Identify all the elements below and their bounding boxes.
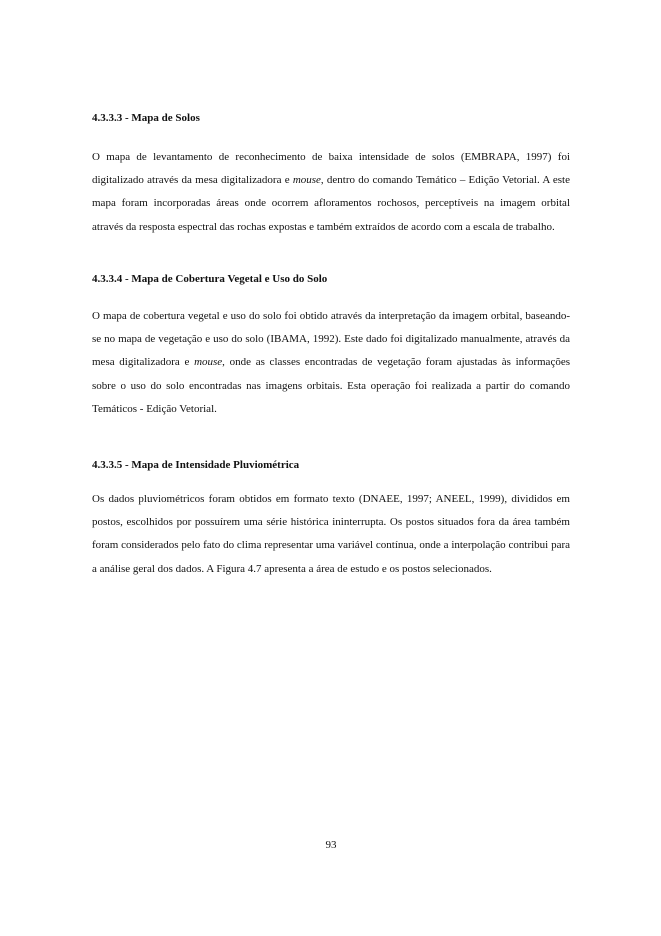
section-heading-solos: 4.3.3.3 - Mapa de Solos	[92, 112, 200, 124]
paragraph-italic-term: mouse	[194, 356, 223, 369]
paragraph-text: O mapa de cobertura vegetal e uso do solo foi obtido através da interpretação da imagem orbital, baseando-se no mapa de vegetação e uso do solo (IBAMA, 1992). Este dado foi digitalizado manualmente, através da mesa digitalizadora e	[92, 310, 570, 369]
paragraph-text: , dentro do comando Temático – Edição Vetorial. A este mapa foram incorporadas áreas onde ocorrem afloramentos rochosos, perceptíveis na imagem orbital através da resposta espectral das rochas expostas e também extraídos de acordo com a escala de trabalho.	[92, 174, 570, 233]
paragraph-text: , onde as classes encontradas de vegetação foram ajustadas às informações sobre o uso do solo encontradas nas imagens orbitais. Esta operação foi realizada a partir do comando Temáticos - Edição Vetorial.	[92, 356, 570, 415]
paragraph-text: O mapa de levantamento de reconhecimento de baixa intensidade de solos (EMBRAPA, 1997) foi digitalizado através da mesa digitalizadora e	[92, 151, 570, 187]
paragraph-italic-term: mouse	[292, 174, 321, 187]
section-heading-intensidade-pluviometrica: 4.3.3.5 - Mapa de Intensidade Pluviométrica	[92, 459, 300, 471]
section-paragraph-intensidade-pluviometrica	[92, 488, 570, 581]
document-page	[92, 0, 570, 936]
section-paragraph-cobertura-vegetal	[92, 305, 570, 421]
section-heading-cobertura-vegetal: 4.3.3.4 - Mapa de Cobertura Vegetal e Uso do Solo	[92, 273, 328, 285]
paragraph-text: Os dados pluviométricos foram obtidos em formato texto (DNAEE, 1997; ANEEL, 1999), divididos em postos, escolhidos por possuírem uma série histórica ininterrupta. Os postos situados fora da área também foram considerados pelo fato do clima representar uma variável contínua, onde a interpolação contribui para a análise geral dos dados. A Figura 4.7 apresenta a área de estudo e os postos selecionados.	[92, 493, 570, 575]
section-paragraph-solos	[92, 146, 570, 239]
page-number: 93	[325, 839, 337, 851]
